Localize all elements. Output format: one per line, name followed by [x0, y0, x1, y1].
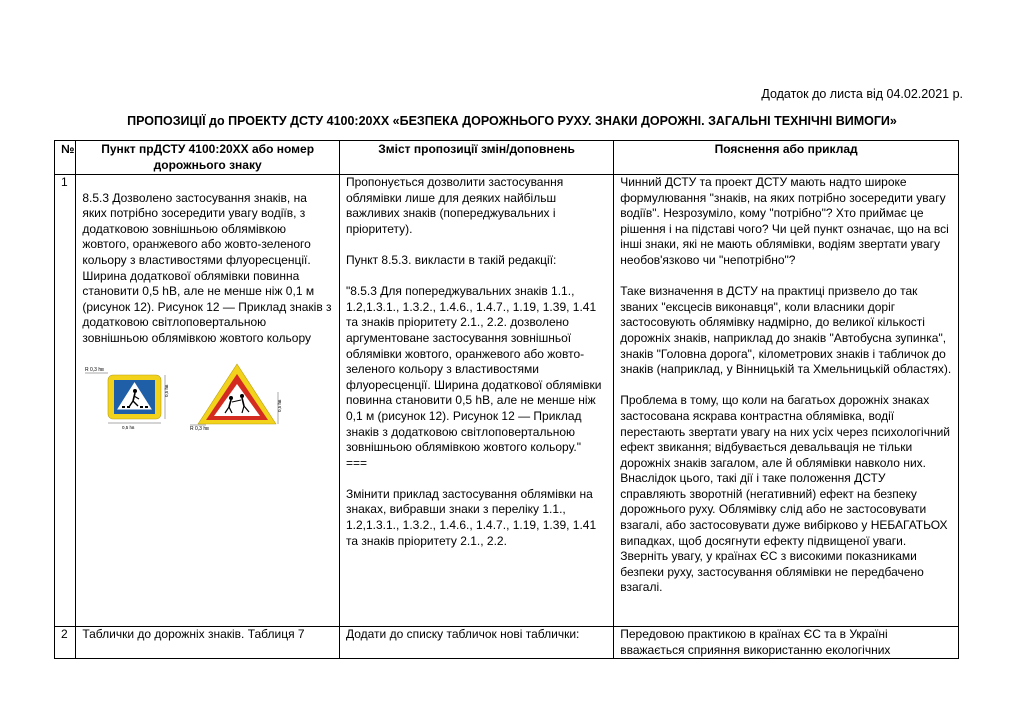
table-row [55, 627, 959, 659]
clause-cell: Таблички до дорожніх знаків. Таблиця 7 [76, 627, 340, 659]
width-label-vertical: 0,5 hв [164, 384, 170, 397]
row-number: 2 [55, 627, 76, 659]
column-header-explanation: Пояснення або приклад [614, 141, 959, 175]
column-header-number: № [55, 141, 76, 175]
proposal-cell: Додати до списку табличок нові таблички: [339, 627, 613, 659]
explanation-cell [614, 175, 959, 627]
proposal-text: Пропонується дозволити застосування облямівки лише для деяких найбільш важливих знаків (попереджувальних і пріоритету). Пункт 8.5.3. викласти в такій редакції: "8.5.3 Для попереджувальних знаків 1.1., 1.2,1.3.1., 1.3.2., 1.4.6., 1.4.7., 1.19, 1.39, 1.41 та знаків пріоритету 2.1., 2.2. дозволено аргументоване застосування зовнішньої облямівки жовтого, оранжевого або жовто-зеленого кольору з властивостями флуоресценції. Ширина додаткової облямівки повинна становити 0,5 hB, але не менше ніж 0,1 м (рисунок 12). Рисунок 12 — Приклад знаків з додатковою світлоповертальною зовнішньою облямівкою жовтого кольору." === Змінити приклад застосування облямівки на знаках, вибравши знаки з переліку 1.1., 1.2,1.3.1., 1.3.2., 1.4.6., 1.4.7., 1.19, 1.39, 1.41 та знаків пріоритету 2.1., 2.2. [345, 175, 602, 548]
figure-12-signs [82, 362, 333, 432]
column-header-proposal: Зміст пропозиції змін/доповнень [339, 141, 613, 175]
document-title: ПРОПОЗИЦІЇ до ПРОЕКТУ ДСТУ 4100:20ХХ «БЕЗПЕКА ДОРОЖНЬОГО РУХУ. ЗНАКИ ДОРОЖНІ. ЗАГАЛЬНІ ТЕХНІЧНІ ВИМОГИ» [127, 114, 897, 128]
clause-text: 8.5.3 Дозволено застосування знаків, на яких потрібно зосередити увагу водіїв, з додатковою зовнішньою облямівкою жовтого, оранжевого або жовто-зеленого кольору з властивостями флуоресценції. Ширина додаткової облямівки повинна становити 0,5 hB, але не менше ніж 0,1 м (рисунок 12). Рисунок 12 — Приклад знаків з додатковою світлоповертальною зовнішньою облямівкою жовтого кольору [82, 190, 332, 345]
table-header-row [55, 141, 959, 175]
width-label-vertical-2: 0,5 hв [277, 399, 283, 412]
proposal-cell [339, 175, 613, 627]
radius-label-2: R 0,3 hв [190, 425, 210, 432]
width-label-horizontal: 0,5 hв [122, 424, 135, 430]
explanation-cell: Передовою практикою в країнах ЄС та в Україні вважається сприяння використанню екологічних [614, 627, 959, 659]
clause-cell [76, 175, 340, 627]
column-header-clause: Пункт прДСТУ 4100:20ХХ або номер дорожнього знаку [76, 141, 340, 175]
explanation-text: Чинний ДСТУ та проект ДСТУ мають надто широке формулювання "знаків, на яких потрібно зосередити увагу водіїв". Незрозуміло, кому "потрібно"? Хто приймає це рішення і на підставі чого? Чи цей пункт означає, що на всі інші знаки, які не мають облямівки, водіям звертати увагу необов'язково чи "непотрібно"? Таке визначення в ДСТУ на практиці призвело до так званих "ексцесів виконавця", коли власники доріг застосовують облямівку надмірно, до великої кількості дорожніх знаків, наприклад до знаків "Автобусна зупинка", знаків "Головна дорога", кілометрових знаків і табличок до знаків (наприклад, у Вінницькій та Хмельницькій областях). Проблема в тому, що коли на багатьох дорожніх знаках застосована яскрава контрастна облямівка, водії перестають звертати увагу на них усіх через психологічний ефект звикання; відбувається девальвація не тільки дорожніх знаків загалом, але й облямівки навколо них. Внаслідок цього, такі дії і таке положення ДСТУ справляють зворотній (негативний) ефект на безпеку дорожнього руху. Облямівку слід або не застосовувати взагалі, або застосовувати дуже вибірково у НЕБАГАТЬОХ випадках, щоб досягнути ефекту підвищеної уваги. Зверніть увагу, у країнах ЄС з високими показниками безпеки руху, застосування облямівки не передбачено взагалі. [620, 175, 952, 595]
attachment-note: Додаток до листа від 04.02.2021 р. [761, 87, 963, 101]
radius-label-1: R 0,3 hв [85, 366, 105, 373]
bordered-signs-figure [82, 362, 317, 432]
row-number: 1 [55, 175, 76, 627]
proposals-table [54, 140, 959, 659]
table-row [55, 175, 959, 627]
